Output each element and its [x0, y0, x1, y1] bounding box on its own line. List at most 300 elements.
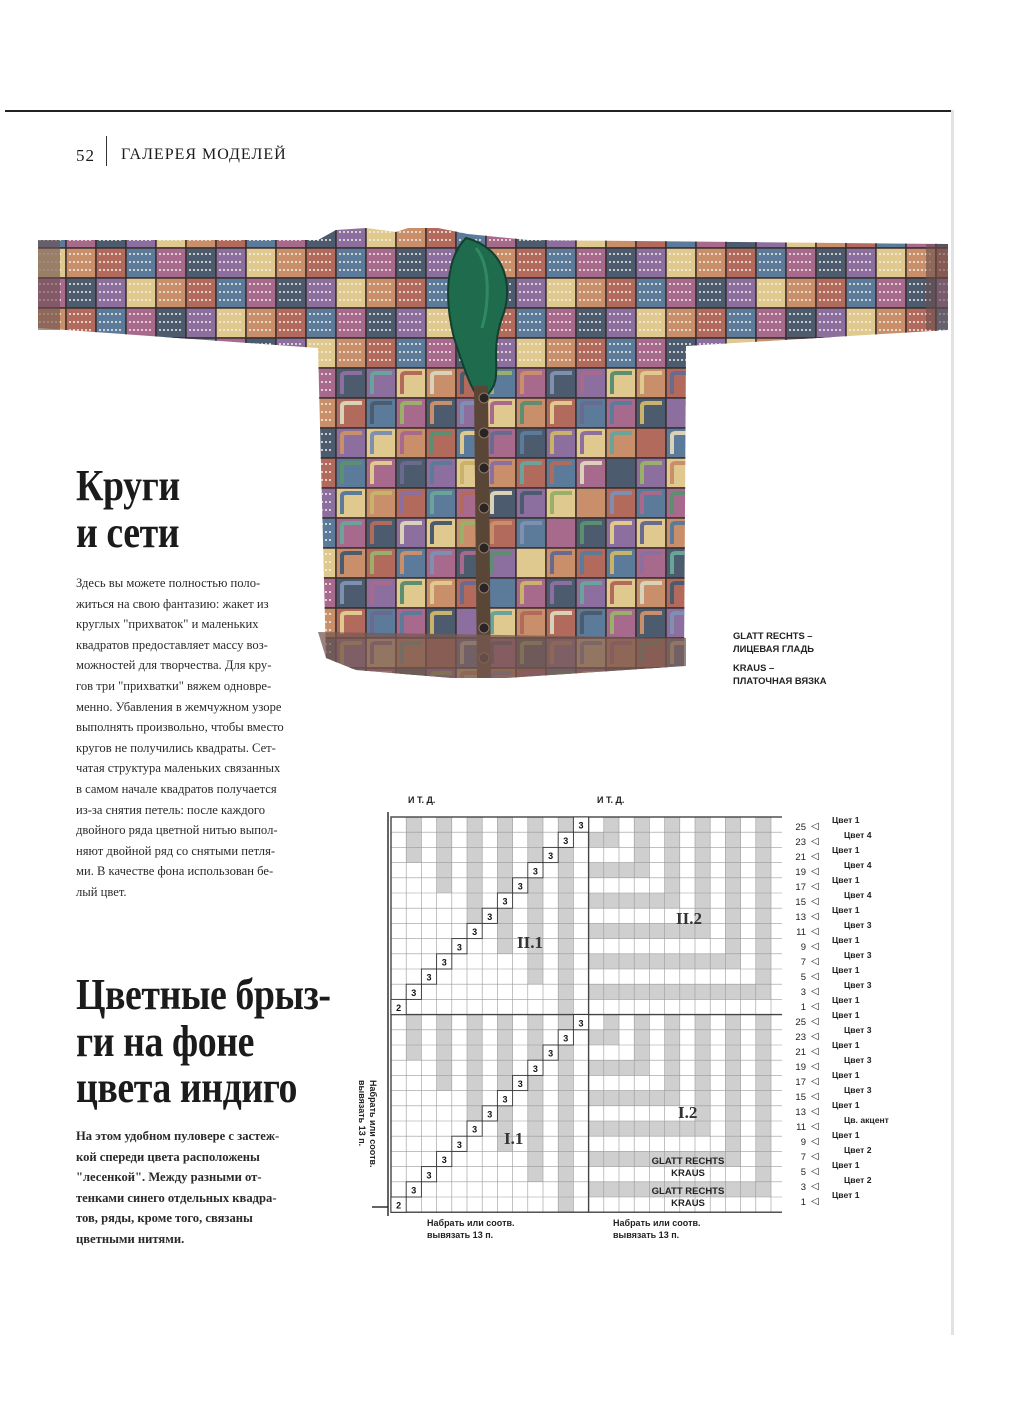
chart-shaded-cell	[725, 1045, 740, 1060]
block-label-i-1: I.1	[504, 1129, 524, 1148]
article-2-title-line: ги на фоне	[76, 1016, 255, 1066]
triangle-left-icon: ◁	[811, 1001, 819, 1012]
legend-row-number: 5	[800, 972, 806, 983]
legend-row-number: 9	[800, 1137, 806, 1148]
chart-shaded-cell	[725, 847, 740, 862]
triangle-left-icon: ◁	[811, 896, 819, 907]
chart-shaded-cell	[634, 1015, 649, 1030]
triangle-left-icon: ◁	[811, 1106, 819, 1117]
chart-shaded-cell	[558, 1182, 573, 1197]
chart-shaded-cell	[756, 1091, 771, 1106]
legend-row-number: 3	[800, 987, 806, 998]
chart-shaded-cell	[497, 939, 512, 954]
chart-shaded-cell	[665, 954, 680, 969]
chart-step-cell	[452, 1136, 467, 1151]
chart-shaded-cell	[558, 863, 573, 878]
chart-shaded-cell	[437, 1075, 452, 1090]
legend-row-number: 7	[800, 957, 806, 968]
chart-shaded-cell	[558, 969, 573, 984]
chart-shaded-cell	[725, 863, 740, 878]
chart-shaded-cell	[528, 1091, 543, 1106]
chart-row-legend	[786, 815, 926, 1220]
chart-shaded-cell	[695, 984, 710, 999]
chart-step-cell	[421, 1167, 436, 1182]
chart-step-cell	[482, 1106, 497, 1121]
chart-shaded-cell	[634, 1151, 649, 1166]
legend-row-number: 23	[795, 1032, 806, 1043]
chart-shaded-cell	[634, 1091, 649, 1106]
legend-row-number: 7	[800, 1152, 806, 1163]
jacket-hem-rib	[318, 632, 686, 678]
chart-shaded-cell	[665, 1015, 680, 1030]
chart-shaded-cell	[497, 863, 512, 878]
chart-shaded-cell	[589, 863, 604, 878]
chart-shaded-cell	[695, 1075, 710, 1090]
chart-shaded-cell	[528, 1151, 543, 1166]
legend-color-label: Цвет 3	[844, 980, 872, 990]
chart-shaded-cell	[680, 1121, 695, 1136]
chart-shaded-cell	[589, 923, 604, 938]
chart-shaded-cell	[634, 893, 649, 908]
legend-row-number: 15	[795, 1092, 806, 1103]
chart-shaded-cell	[467, 1015, 482, 1030]
chart-shaded-cell	[710, 954, 725, 969]
chart-shaded-cell	[665, 1045, 680, 1060]
article-1-title-line: Круги	[76, 461, 180, 510]
legend-color-label: Цвет 1	[832, 875, 860, 885]
chart-step-number: 2	[396, 1003, 402, 1014]
chart-shaded-cell	[558, 878, 573, 893]
chart-shaded-cell	[695, 863, 710, 878]
chart-shaded-cell	[725, 893, 740, 908]
legend-color-label: Цвет 1	[832, 815, 860, 825]
legend-row-number: 3	[800, 1182, 806, 1193]
chart-shaded-cell	[497, 923, 512, 938]
chart-step-number: 3	[517, 1079, 523, 1090]
chart-shaded-cell	[619, 863, 634, 878]
chart-step-number: 3	[456, 1139, 462, 1150]
chart-shaded-cell	[589, 1121, 604, 1136]
chart-step-number: 3	[441, 1155, 447, 1166]
chart-shaded-cell	[528, 1045, 543, 1060]
chart-shaded-cell	[497, 1030, 512, 1045]
chart-step-number: 3	[456, 942, 462, 953]
chart-shaded-cell	[589, 1182, 604, 1197]
chart-shaded-cell	[497, 878, 512, 893]
chart-shaded-cell	[604, 832, 619, 847]
legend-color-label: Цвет 4	[844, 890, 872, 900]
chart-shaded-cell	[756, 1182, 771, 1197]
chart-shaded-cell	[756, 1167, 771, 1182]
chart-step-cell	[528, 1060, 543, 1075]
chart-shaded-cell	[558, 1136, 573, 1151]
chart-step-cell	[513, 1075, 528, 1090]
chart-shaded-cell	[649, 984, 664, 999]
body-line: На этом удобном пуловере с застеж-	[76, 1129, 280, 1143]
triangle-left-icon: ◁	[811, 1151, 819, 1162]
article-2-body	[76, 1126, 279, 1250]
chart-shaded-cell	[634, 1060, 649, 1075]
chart-shaded-cell	[665, 863, 680, 878]
label-kraus: KRAUS	[671, 1198, 705, 1209]
chart-shaded-cell	[467, 893, 482, 908]
body-line: в самом начале квадратов получается	[76, 781, 277, 796]
side-note-line: Набрать или соотв.	[368, 1080, 378, 1168]
chart-shaded-cell	[604, 1182, 619, 1197]
chart-shaded-cell	[467, 878, 482, 893]
chart-shaded-cell	[756, 1075, 771, 1090]
chart-etc-right: И Т. Д.	[597, 795, 625, 805]
knitting-chart	[372, 812, 782, 1217]
chart-step-cell	[543, 847, 558, 862]
triangle-left-icon: ◁	[811, 1091, 819, 1102]
legend-color-label: Цвет 4	[844, 830, 872, 840]
legend-color-label: Цвет 3	[844, 1085, 872, 1095]
chart-shaded-cell	[604, 1060, 619, 1075]
chart-shaded-cell	[756, 832, 771, 847]
chart-shaded-cell	[589, 893, 604, 908]
chart-shaded-cell	[589, 832, 604, 847]
chart-shaded-cell	[558, 908, 573, 923]
chart-step-number: 3	[578, 820, 584, 831]
chart-shaded-cell	[528, 908, 543, 923]
chart-shaded-cell	[497, 1075, 512, 1090]
bottom-note-line: Набрать или соотв.	[613, 1218, 701, 1228]
chart-shaded-cell	[528, 1106, 543, 1121]
chart-shaded-cell	[725, 1121, 740, 1136]
chart-shaded-cell	[558, 984, 573, 999]
chart-shaded-cell	[558, 1060, 573, 1075]
chart-shaded-cell	[406, 847, 421, 862]
chart-shaded-cell	[665, 847, 680, 862]
chart-shaded-cell	[665, 1030, 680, 1045]
chart-step-number: 3	[502, 1094, 508, 1105]
chart-shaded-cell	[589, 984, 604, 999]
legend-row-number: 25	[795, 1017, 806, 1028]
legend-row-number: 23	[795, 837, 806, 848]
chart-shaded-cell	[649, 954, 664, 969]
body-line: житься на свою фантазию: жакет из	[76, 596, 269, 611]
caption-line: ЛИЦЕВАЯ ГЛАДЬ	[733, 643, 815, 654]
legend-color-label: Цвет 3	[844, 950, 872, 960]
chart-shaded-cell	[680, 954, 695, 969]
chart-shaded-cell	[634, 954, 649, 969]
chart-shaded-cell	[528, 847, 543, 862]
chart-shaded-cell	[634, 923, 649, 938]
chart-step-number: 3	[411, 987, 417, 998]
chart-step-cell	[497, 1091, 512, 1106]
triangle-left-icon: ◁	[811, 1076, 819, 1087]
header-divider	[106, 136, 107, 166]
chart-step-number: 3	[517, 881, 523, 892]
chart-step-cell	[467, 923, 482, 938]
chart-shaded-cell	[558, 954, 573, 969]
chart-shaded-cell	[604, 1015, 619, 1030]
chart-shaded-cell	[604, 893, 619, 908]
legend-color-label: Цвет 1	[832, 1040, 860, 1050]
legend-color-label: Цвет 3	[844, 1025, 872, 1035]
legend-color-label: Цвет 2	[844, 1175, 872, 1185]
legend-row-number: 21	[795, 852, 806, 863]
chart-shaded-cell	[756, 893, 771, 908]
chart-shaded-cell	[467, 1045, 482, 1060]
chart-shaded-cell	[619, 893, 634, 908]
chart-shaded-cell	[528, 1030, 543, 1045]
chart-step-number: 2	[396, 1200, 402, 1211]
chart-shaded-cell	[665, 893, 680, 908]
label-glatt-rechts: GLATT RECHTS	[651, 1186, 725, 1197]
chart-shaded-cell	[725, 1106, 740, 1121]
chart-bottom-note-left	[427, 1217, 515, 1241]
chart-shaded-cell	[528, 878, 543, 893]
chart-shaded-cell	[634, 1045, 649, 1060]
chart-shaded-cell	[725, 832, 740, 847]
chart-shaded-cell	[467, 817, 482, 832]
legend-color-label: Цвет 1	[832, 905, 860, 915]
legend-color-label: Цвет 1	[832, 1070, 860, 1080]
triangle-left-icon: ◁	[811, 1061, 819, 1072]
chart-bottom-note-right	[613, 1217, 701, 1241]
triangle-left-icon: ◁	[811, 911, 819, 922]
chart-shaded-cell	[604, 1151, 619, 1166]
chart-shaded-cell	[497, 1106, 512, 1121]
chart-shaded-cell	[604, 954, 619, 969]
legend-row-number: 25	[795, 822, 806, 833]
chart-step-cell	[406, 1182, 421, 1197]
legend-row-number: 9	[800, 942, 806, 953]
legend-color-label: Цвет 1	[832, 935, 860, 945]
legend-row-number: 5	[800, 1167, 806, 1178]
chart-shaded-cell	[756, 1060, 771, 1075]
chart-shaded-cell	[604, 1030, 619, 1045]
chart-step-number: 3	[578, 1018, 584, 1029]
chart-shaded-cell	[634, 847, 649, 862]
chart-shaded-cell	[528, 1121, 543, 1136]
chart-shaded-cell	[467, 1091, 482, 1106]
chart-shaded-cell	[756, 984, 771, 999]
chart-shaded-cell	[437, 847, 452, 862]
chart-shaded-cell	[756, 878, 771, 893]
chart-shaded-cell	[695, 847, 710, 862]
chart-shaded-cell	[619, 1121, 634, 1136]
chart-shaded-cell	[756, 969, 771, 984]
legend-row-number: 21	[795, 1047, 806, 1058]
legend-row-number: 11	[796, 1122, 806, 1133]
caption-glatt-rechts	[733, 629, 814, 655]
chart-shaded-cell	[406, 832, 421, 847]
chart-step-number: 3	[563, 835, 569, 846]
chart-shaded-cell	[619, 1060, 634, 1075]
chart-shaded-cell	[725, 1136, 740, 1151]
chart-step-cell	[513, 878, 528, 893]
triangle-left-icon: ◁	[811, 836, 819, 847]
block-label-ii-1: II.1	[517, 933, 543, 952]
label-glatt-rechts: GLATT RECHTS	[651, 1156, 725, 1167]
chart-shaded-cell	[497, 1015, 512, 1030]
chart-step-number: 3	[548, 851, 554, 862]
body-line: двойного ряда цветной нитью выпол-	[76, 823, 278, 838]
chart-shaded-cell	[725, 1060, 740, 1075]
chart-shaded-cell	[467, 1030, 482, 1045]
chart-shaded-cell	[437, 1015, 452, 1030]
chart-shaded-cell	[725, 878, 740, 893]
chart-step-number: 3	[532, 1063, 538, 1074]
chart-step-number: 3	[532, 866, 538, 877]
legend-color-label: Цв. акцент	[844, 1115, 889, 1125]
legend-color-label: Цвет 1	[832, 845, 860, 855]
chart-step-number: 3	[563, 1033, 569, 1044]
chart-step-cell	[391, 999, 406, 1014]
chart-shaded-cell	[406, 817, 421, 832]
chart-shaded-cell	[437, 817, 452, 832]
chart-step-cell	[497, 893, 512, 908]
chart-shaded-cell	[756, 954, 771, 969]
body-line: выполнять произвольно, чтобы вместо	[76, 720, 284, 735]
chart-step-cell	[452, 939, 467, 954]
chart-shaded-cell	[619, 984, 634, 999]
chart-shaded-cell	[589, 1060, 604, 1075]
chart-shaded-cell	[695, 1015, 710, 1030]
chart-step-cell	[528, 863, 543, 878]
chart-shaded-cell	[604, 984, 619, 999]
chart-shaded-cell	[634, 1182, 649, 1197]
chart-shaded-cell	[649, 1091, 664, 1106]
chart-shaded-cell	[558, 939, 573, 954]
chart-shaded-cell	[725, 1151, 740, 1166]
chart-step-number: 3	[426, 1170, 432, 1181]
triangle-left-icon: ◁	[811, 1166, 819, 1177]
legend-row-number: 19	[795, 1062, 806, 1073]
chart-shaded-cell	[756, 1030, 771, 1045]
legend-row-number: 1	[800, 1002, 806, 1013]
chart-step-cell	[406, 984, 421, 999]
triangle-left-icon: ◁	[811, 926, 819, 937]
right-cuff	[926, 244, 948, 330]
chart-shaded-cell	[680, 984, 695, 999]
body-line: цветными нитями.	[76, 1231, 185, 1246]
chart-shaded-cell	[497, 1045, 512, 1060]
legend-row-number: 19	[795, 867, 806, 878]
block-label-ii-2: II.2	[676, 909, 702, 928]
chart-step-number: 3	[472, 927, 478, 938]
chart-shaded-cell	[665, 1075, 680, 1090]
chart-shaded-cell	[528, 817, 543, 832]
chart-step-cell	[573, 817, 588, 832]
chart-shaded-cell	[725, 817, 740, 832]
chart-shaded-cell	[497, 1060, 512, 1075]
body-line: круглых "прихваток" и маленьких	[76, 617, 259, 632]
legend-row-number: 15	[795, 897, 806, 908]
chart-shaded-cell	[558, 1015, 573, 1030]
legend-color-label: Цвет 3	[844, 1055, 872, 1065]
legend-color-label: Цвет 1	[832, 1190, 860, 1200]
chart-shaded-cell	[665, 817, 680, 832]
chart-shaded-cell	[756, 923, 771, 938]
chart-shaded-cell	[528, 1136, 543, 1151]
chart-shaded-cell	[725, 1091, 740, 1106]
body-line: тов, ряды, кроме того, связаны	[76, 1211, 253, 1226]
chart-shaded-cell	[604, 923, 619, 938]
triangle-left-icon: ◁	[811, 1046, 819, 1057]
chart-shaded-cell	[528, 1075, 543, 1090]
legend-color-label: Цвет 3	[844, 920, 872, 930]
chart-shaded-cell	[558, 1106, 573, 1121]
chart-shaded-cell	[756, 817, 771, 832]
chart-shaded-cell	[634, 984, 649, 999]
left-cuff	[38, 240, 60, 330]
legend-row	[786, 1190, 926, 1210]
chart-step-cell	[437, 1151, 452, 1166]
label-kraus: KRAUS	[671, 1168, 705, 1179]
article-1-title	[76, 463, 282, 556]
triangle-left-icon: ◁	[811, 866, 819, 877]
chart-shaded-cell	[406, 1015, 421, 1030]
article-1-title-line: и сети	[76, 507, 180, 557]
legend-color-label: Цвет 1	[832, 965, 860, 975]
chart-shaded-cell	[756, 1136, 771, 1151]
bottom-note-line: вывязать 13 п.	[613, 1230, 680, 1240]
chart-shaded-cell	[725, 984, 740, 999]
legend-color-label: Цвет 1	[832, 1160, 860, 1170]
chart-step-cell	[482, 908, 497, 923]
chart-shaded-cell	[725, 954, 740, 969]
triangle-left-icon: ◁	[811, 1016, 819, 1027]
body-line: квадратов предоставляет массу воз-	[76, 637, 268, 652]
chart-shaded-cell	[695, 1060, 710, 1075]
bottom-note-line: вывязать 13 п.	[427, 1230, 494, 1240]
legend-row-number: 17	[795, 1077, 806, 1088]
chart-shaded-cell	[406, 1045, 421, 1060]
chart-shaded-cell	[695, 954, 710, 969]
chart-step-cell	[558, 832, 573, 847]
chart-shaded-cell	[589, 954, 604, 969]
chart-shaded-cell	[756, 1015, 771, 1030]
legend-color-label: Цвет 4	[844, 860, 872, 870]
chart-shaded-cell	[467, 1075, 482, 1090]
triangle-left-icon: ◁	[811, 986, 819, 997]
chart-shaded-cell	[665, 984, 680, 999]
chart-shaded-cell	[741, 1182, 756, 1197]
article-2-title-line: Цветные брыз-	[76, 970, 331, 1019]
caption-kraus	[733, 661, 827, 687]
article-1-body	[76, 573, 284, 903]
chart-shaded-cell	[634, 1121, 649, 1136]
triangle-left-icon: ◁	[811, 971, 819, 982]
chart-shaded-cell	[695, 1045, 710, 1060]
chart-shaded-cell	[558, 999, 573, 1014]
legend-color-label: Цвет 1	[832, 1130, 860, 1140]
chart-step-cell	[558, 1030, 573, 1045]
chart-step-cell	[391, 1197, 406, 1212]
body-line: кой спереди цвета расположены	[76, 1149, 260, 1164]
chart-step-cell	[573, 1015, 588, 1030]
chart-shaded-cell	[589, 1151, 604, 1166]
chart-shaded-cell	[558, 847, 573, 862]
chart-shaded-cell	[558, 1091, 573, 1106]
chart-shaded-cell	[725, 908, 740, 923]
body-line: кругов не получились квадраты. Сет-	[76, 740, 276, 755]
chart-shaded-cell	[604, 817, 619, 832]
chart-shaded-cell	[558, 1151, 573, 1166]
chart-shaded-cell	[710, 984, 725, 999]
chart-shaded-cell	[725, 1075, 740, 1090]
chart-step-cell	[421, 969, 436, 984]
body-line: "лесенкой". Между разными от-	[76, 1170, 262, 1185]
chart-shaded-cell	[756, 1151, 771, 1166]
chart-shaded-cell	[558, 1045, 573, 1060]
legend-row-number: 17	[795, 882, 806, 893]
triangle-left-icon: ◁	[811, 851, 819, 862]
